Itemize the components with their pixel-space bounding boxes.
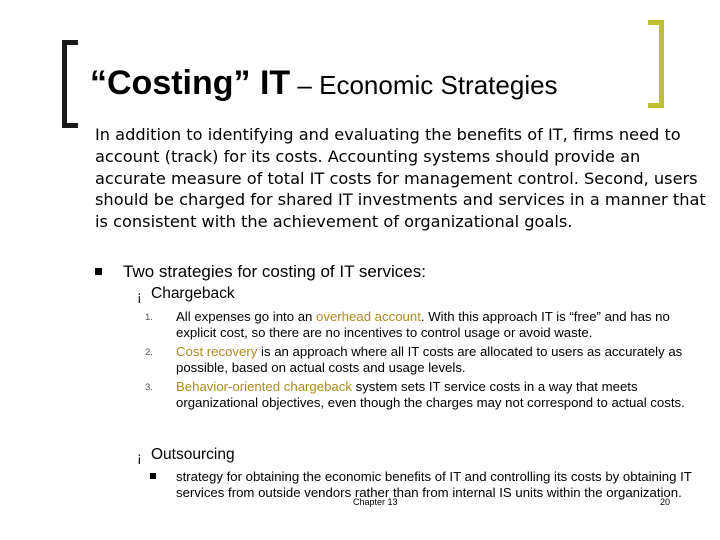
list-item: [145, 309, 705, 340]
item-term: overhead account: [316, 309, 421, 324]
left-bracket-decoration: [62, 40, 78, 128]
title-main: “Costing” IT: [90, 64, 291, 102]
item-text-pre: All expenses go into an: [176, 309, 317, 324]
item-number: 3.: [145, 382, 153, 393]
right-bracket-decoration: [648, 20, 664, 108]
outsourcing-text: strategy for obtaining the economic benefits of IT and controlling its costs by obtaining IT services from outside vendors rather than from internal IS units within the organization.: [176, 469, 692, 500]
outsourcing-item: [150, 469, 705, 500]
square-bullet-icon: [150, 473, 156, 479]
item-number: 2.: [145, 347, 153, 358]
item-term: Behavior-oriented chargeback: [176, 379, 352, 394]
item-text-post: . With this approach IT is “free” and has no explicit cost, so there are no incentives to control usage or avoid waste.: [176, 309, 670, 340]
circle-bullet-icon: ¡: [137, 288, 142, 304]
slide-title: [90, 64, 558, 103]
item-text-post: is an approach where all IT costs are allocated to users as accurately as possible, based on actual costs and usage levels.: [176, 344, 683, 375]
item-term: Cost recovery: [176, 344, 258, 359]
footer-chapter: Chapter 13: [353, 497, 398, 507]
item-number: 1.: [145, 312, 153, 323]
bullet-strategies-text: Two strategies for costing of IT services:: [123, 262, 426, 281]
title-sub: – Economic Strategies: [290, 70, 558, 100]
chargeback-list: [145, 309, 705, 414]
chargeback-heading: Chargeback: [151, 285, 235, 302]
item-text-post: system sets IT service costs in a way that meets organizational objectives, even though the charges may not correspond to actual costs.: [176, 379, 685, 410]
outsourcing-heading: Outsourcing: [151, 446, 235, 463]
list-item: [145, 379, 705, 410]
intro-paragraph: In addition to identifying and evaluating the benefits of IT, firms need to account (track) for its costs. Accounting systems should provide an accurate measure of total IT costs for management control. Second, users should be charged for shared IT investments and services in a manner that is consistent with the achievement of organizational goals.: [95, 125, 706, 232]
circle-bullet-icon: ¡: [137, 449, 142, 465]
footer-page-number: 20: [660, 497, 671, 507]
square-bullet-icon: [95, 268, 102, 275]
list-item: [145, 344, 705, 375]
